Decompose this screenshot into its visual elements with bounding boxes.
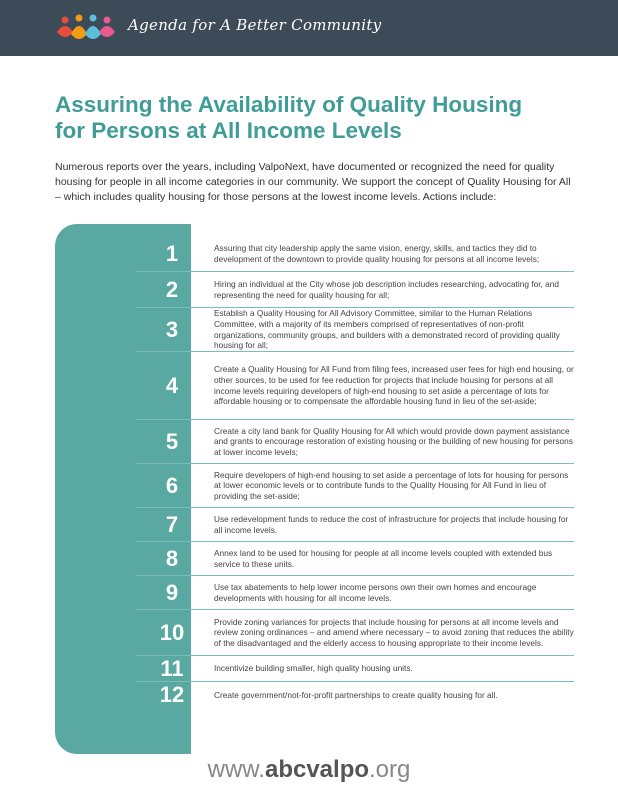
community-logo [55, 12, 117, 44]
url-domain: abcvalpo [264, 756, 370, 783]
action-number: 2 [165, 276, 179, 302]
action-text: Create a Quality Housing for All Fund from filing fees, increased user fees for high end housing, or other sources, to be used for fee reduction for projects that include housing for persons at all income levels requiring developers of high-end housing to set aside a percentage of lots for affordable housing or to compensate the affordable housing fund in lieu of the set-aside; [214, 364, 574, 407]
action-row [136, 542, 574, 576]
action-row [136, 464, 574, 508]
action-number: 1 [165, 240, 179, 266]
page-title [55, 92, 575, 144]
website-url[interactable] [0, 756, 618, 784]
action-row [136, 420, 574, 464]
action-text: Incentivize building smaller, high quality housing units. [214, 663, 413, 674]
actions-list [136, 236, 574, 708]
header-bar [0, 0, 618, 56]
action-row [136, 508, 574, 542]
title-line-2: for Persons at All Income Levels [55, 118, 402, 143]
action-number: 9 [165, 579, 179, 605]
action-number: 7 [165, 511, 179, 537]
action-text: Require developers of high-end housing to set aside a percentage of lots for housing for persons at lower economic levels or to contribute funds to the Quality Housing for All Fund in lieu of providing the set-aside; [214, 469, 569, 501]
action-text: Assuring that city leadership apply the same vision, energy, skills, and tactics they did to development of the downtown to provide quality housing for persons at all income levels; [214, 242, 540, 264]
action-text: Use redevelopment funds to reduce the cost of infrastructure for projects that include housing for all income levels. [214, 513, 569, 535]
action-row [136, 656, 574, 682]
intro-paragraph: Numerous reports over the years, including ValpoNext, have documented or recognized the need for quality housing for people in all income categories in our community. We support the concept of Quality Housing for All – which includes quality housing for those persons at the lowest income levels. Actions include: [55, 161, 571, 203]
action-text: Annex land to be used for housing for people at all income levels coupled with extended bus service to these units. [214, 547, 553, 569]
action-row [136, 682, 574, 708]
action-number: 6 [165, 472, 179, 498]
brand-tagline: Agenda for A Better Community [128, 16, 382, 34]
action-number: 3 [165, 316, 179, 342]
action-number: 11 [160, 655, 184, 681]
action-row [136, 352, 574, 420]
action-row [136, 610, 574, 656]
action-text: Hiring an individual at the City whose job description includes researching, advocating for, and representing the need for quality housing for all; [214, 278, 559, 300]
action-text: Provide zoning variances for projects that include housing for persons at all income levels and review zoning ordinances – and amend where necessary – to avoid zoning that reduces the ability of the disadvantaged and the elderly access to housing appropriate to their income levels. [214, 616, 574, 648]
action-row [136, 272, 574, 308]
action-number: 4 [165, 372, 179, 398]
action-text: Use tax abatements to help lower income persons own their own homes and encourage developments with housing for all income levels. [214, 581, 537, 603]
url-prefix: www. [207, 756, 265, 783]
action-number: 8 [165, 545, 179, 571]
action-row [136, 308, 574, 352]
url-suffix: .org [369, 756, 411, 783]
action-text: Create government/not-for-profit partnerships to create quality housing for all. [214, 689, 498, 700]
action-text: Create a city land bank for Quality Housing for All which would provide down payment assistance and grants to encourage restoration of existing housing or the building of new housing for persons at lower income levels; [214, 425, 573, 457]
action-text: Establish a Quality Housing for All Advisory Committee, similar to the Human Relations Committee, with a majority of its members comprised of representatives of non-profit organizations, community groups, and builders with a demonstrated record of providing quality housing for all; [214, 308, 560, 351]
action-row [136, 576, 574, 610]
action-number: 12 [159, 682, 185, 707]
action-row [136, 236, 574, 272]
title-line-1: Assuring the Availability of Quality Housing [55, 92, 523, 117]
action-number: 10 [159, 619, 185, 645]
action-number: 5 [165, 428, 179, 454]
